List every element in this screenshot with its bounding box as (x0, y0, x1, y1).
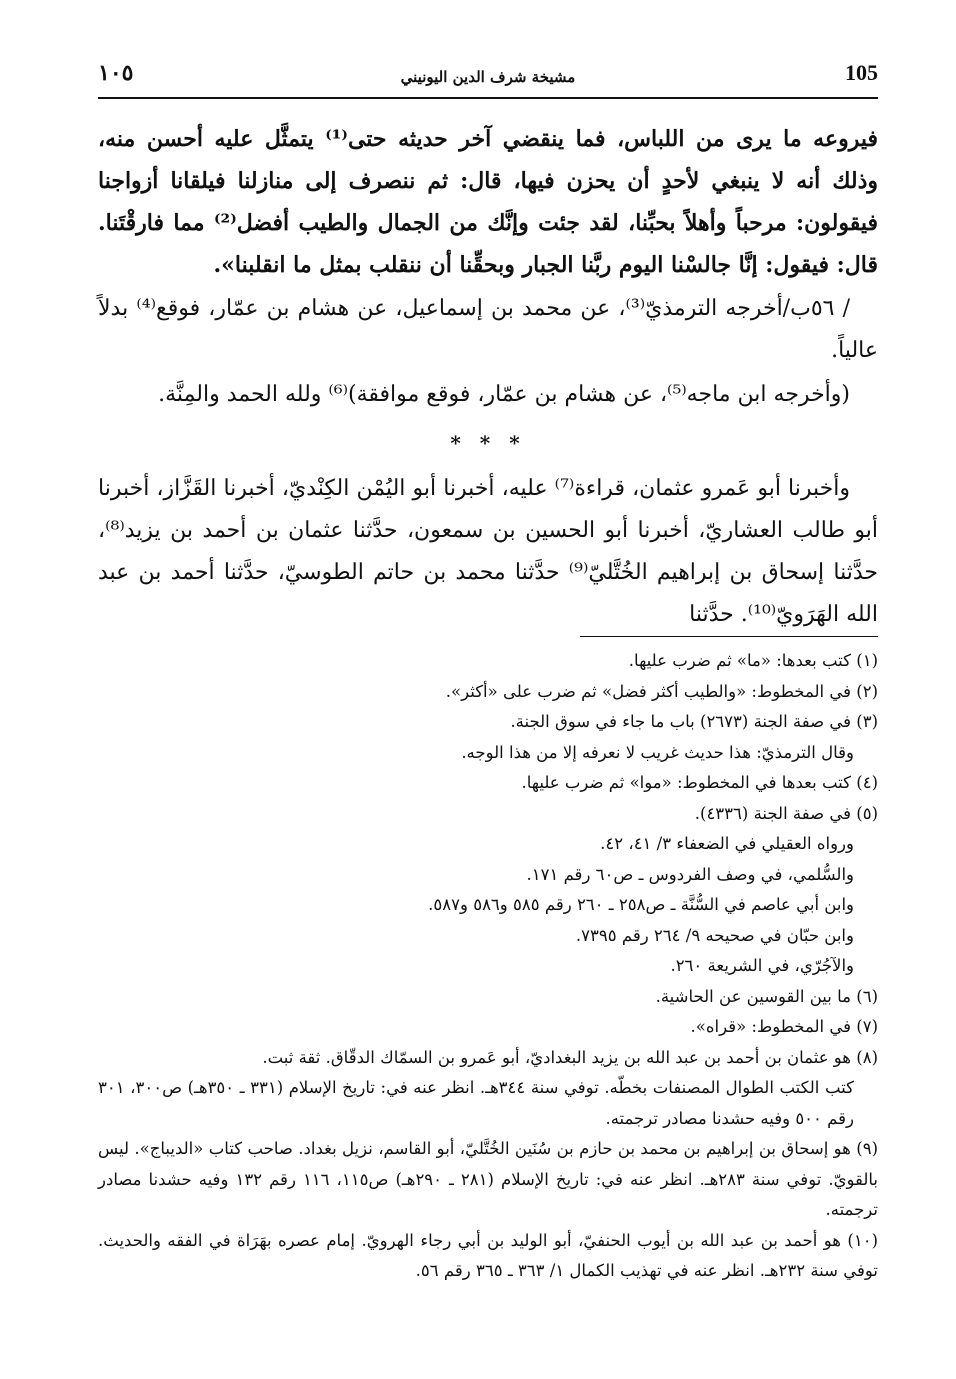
takhrij-paragraph: / ٥٦ب/أخرجه الترمذيّ⁽³⁾، عن محمد بن إسماعيل، عن هشام بن عمّار، فوقع⁽⁴⁾ بدلاً عالياً. (98, 296, 878, 363)
footnote-5-source-d: وابن حبّان في صحيحه ٩/ ٢٦٤ رقم ٧٣٩٥. (575, 925, 854, 945)
isnad-paragraph: وأخبرنا أبو عَمرو عثمان، قراءة⁽⁷⁾ عليه، أخبرنا أبو اليُمْن الكِنْديّ، أخبرنا القَزَّاز، أخبرنا أبو طالب العشاريّ، أخبرنا أبو الحسين بن سمعون، حدَّثنا عثمان بن أحمد بن يزيد⁽⁸⁾، حدَّثنا إسحاق بن إبراهيم الخُتَّليّ⁽⁹⁾ حدَّثنا محمد بن حاتم الطوسيّ، حدَّثنا أحمد بن عبد الله الهَرَويّ⁽¹⁰⁾. حدَّثنا (98, 476, 878, 627)
footnotes (98, 646, 878, 1287)
footnote-3-continuation: وقال الترمذيّ: هذا حديث غريب لا نعرفه إلا من هذا الوجه. (461, 742, 854, 762)
footnote-4: (٤) كتب بعدها في المخطوط: «موا» ثم ضرب عليها. (521, 773, 878, 792)
footnote-6: (٦) ما بين القوسين عن الحاشية. (655, 986, 878, 1006)
footnote-10: (١٠) هو أحمد بن عبد الله بن أيوب الحنفيّ، أبو الوليد بن أبي رجاء الهرويّ. إمام عصره بهَرَاة في الفقه والحديث. توفي سنة ٢٣٢هـ. انظر عنه في تهذيب الكمال ١/ ٣٦٣ ـ ٣٦٥ رقم ٥٦. (98, 1230, 878, 1280)
footnote-8-continuation: كتب الكتب الطوال المصنفات بخطّه. توفي سنة ٣٤٤هـ. انظر عنه في: تاريخ الإسلام (٣٣١ ـ ٣٥٠هـ) ص٣٠٠، ٣٠١ رقم ٥٠٠ وفيه حشدنا مصادر ترجمته. (98, 1078, 854, 1128)
page-number-latin: 105 (845, 60, 878, 85)
takhrij-note-paragraph: (وأخرجه ابن ماجه⁽⁵⁾، عن هشام بن عمّار، فوقع موافقة)⁽⁶⁾ ولله الحمد والمِنَّة. (158, 382, 850, 407)
footnote-5-source-c: وابن أبي عاصم في السُّنَّة ـ ص٢٥٨ ـ ٢٦٠ رقم ٥٨٥ و٥٨٦ و٥٨٧. (428, 895, 854, 914)
footnote-2: (٢) في المخطوط: «والطيب أكثر فضل» ثم ضرب على «أكثر». (445, 681, 878, 701)
running-title: مشيخة شرف الدين اليونيني (400, 68, 576, 86)
footnote-5: (٥) في صفة الجنة (٤٣٣٦). (694, 803, 878, 823)
footnote-rule (580, 636, 878, 637)
footnote-8: (٨) هو عثمان بن أحمد بن عبد الله بن يزيد البغداديّ، أبو عَمرو بن السمّاك الدقّاق. ثقة ثبت. (262, 1047, 878, 1067)
running-header (98, 58, 878, 98)
footnote-9: (٩) هو إسحاق بن إبراهيم بن محمد بن حازم بن سُنَين الخُتَّليّ، أبو القاسم، نزيل بغداد. صاحب كتاب «الديباج». ليس بالقويّ. توفي سنة ٢٨٣هـ. انظر عنه في: تاريخ الإسلام (٢٨١ ـ ٢٩٠هـ) ص١١٥، ١١٦ رقم ١٣٢ وفيه حشدنا مصادر ترجمته. (98, 1139, 879, 1219)
header-rule (98, 97, 878, 99)
footnote-7: (٧) في المخطوط: «قراه». (690, 1017, 878, 1036)
footnote-5-source-a: ورواه العقيلي في الضعفاء ٣/ ٤١، ٤٢. (600, 834, 854, 853)
main-text (98, 118, 878, 636)
hadith-text-paragraph: فيروعه ما يرى من اللباس، فما ينقضي آخر حديثه حتى⁽¹⁾ يتمثَّل عليه أحسن منه، وذلك أنه لا ينبغي لأحدٍ أن يحزن فيها، قال: ثم ننصرف إلى منازلنا فيلقانا أزواجنا فيقولون: مرحباً وأهلاً بحبِّنا، لقد جئت وإنَّك من الجمال والطيب أفضل⁽²⁾ مما فارقْتَنا. قال: فيقول: إنَّا جالسْنا اليوم ربَّنا الجبار وبحقِّنا أن ننقلب بمثل ما انقلبنا». (98, 126, 879, 278)
page-number-arabic: ١٠٥ (98, 60, 134, 86)
footnote-5-source-b: والسُّلمي، في وصف الفردوس ـ ص٦٠ رقم ١٧١. (526, 864, 854, 884)
footnote-3: (٣) في صفة الجنة (٢٦٧٣) باب ما جاء في سوق الجنة. (510, 712, 878, 731)
footnote-1: (١) كتب بعدها: «ما» ثم ضرب عليها. (628, 651, 878, 670)
section-separator: * * * (450, 431, 526, 455)
footnote-5-source-e: والآجُرّي، في الشريعة ٢٦٠. (670, 956, 854, 975)
